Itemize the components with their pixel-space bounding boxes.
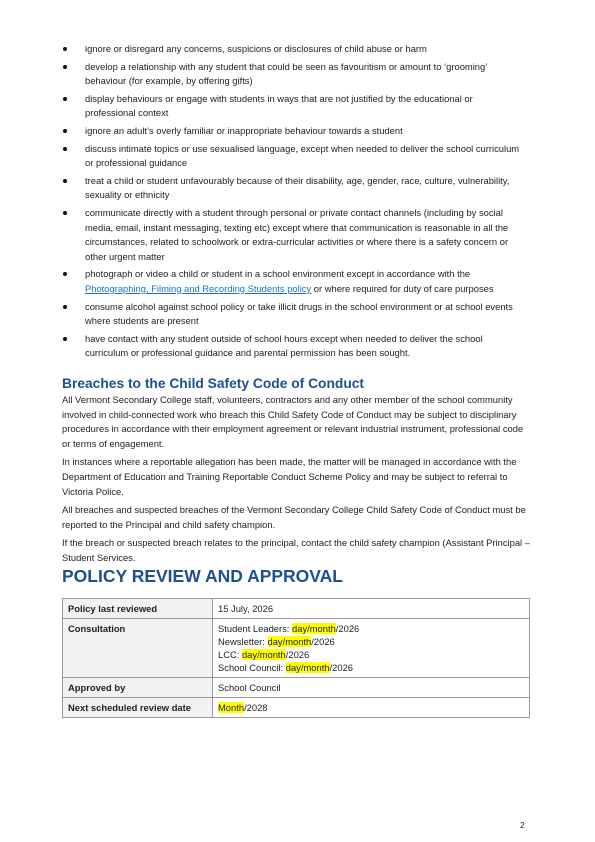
next-review-label: Next scheduled review date xyxy=(63,698,213,718)
bullet-dot xyxy=(63,97,67,101)
breaches-paragraph: All Vermont Secondary College staff, volunteers, contractors and any other member of the school community involved in child-connected work who breach this Child Safety Code of Conduct may be subject to disciplinary procedures in accordance with their employment agreement or relevant industrial instrument, professional code or terms of engagement. xyxy=(62,394,524,449)
table-row xyxy=(63,619,530,678)
bullet-dot xyxy=(63,337,67,341)
last-reviewed-label: Policy last reviewed xyxy=(63,599,213,619)
bullet-dot xyxy=(63,129,67,133)
breaches-body xyxy=(62,393,532,570)
list-item: treat a child or student unfavourably because of their disability, age, gender, race, culture, vulnerability, sexuality or ethnicity xyxy=(62,174,524,203)
consultation-label: Consultation xyxy=(63,619,213,678)
list-item: discuss intimate topics or use sexualised language, except when needed to deliver the school curriculum or professional guidance xyxy=(62,142,524,171)
bullet-dot xyxy=(63,179,67,183)
consultation-value xyxy=(213,619,530,678)
bullet-dot xyxy=(63,305,67,309)
bullet-dot xyxy=(63,65,67,69)
consultation-line: LCC: day/month/2026 xyxy=(218,649,310,660)
consultation-line: School Council: day/month/2026 xyxy=(218,662,353,673)
month-placeholder-highlight: Month xyxy=(218,702,245,713)
table-row xyxy=(63,599,530,619)
last-reviewed-value: 15 July, 2026 xyxy=(213,599,530,619)
consultation-line: Student Leaders: day/month/2026 xyxy=(218,623,360,634)
list-item-photo-policy: photograph or video a child or student in a school environment except in accordance with the Photographing, Filming and Recording Students policy or where required for duty of care purposes xyxy=(62,267,524,296)
list-item: develop a relationship with any student that could be seen as favouritism or amount to ‘grooming’ behaviour (for example, by offering gifts) xyxy=(62,60,524,89)
list-item: ignore an adult’s overly familiar or inappropriate behaviour towards a student xyxy=(62,124,524,139)
approved-by-label: Approved by xyxy=(63,678,213,698)
consultation-line: Newsletter: day/month/2026 xyxy=(218,636,335,647)
date-placeholder-highlight: day/month xyxy=(267,636,312,647)
table-row xyxy=(63,678,530,698)
bullet-dot xyxy=(63,272,67,276)
list-item: ignore or disregard any concerns, suspicions or disclosures of child abuse or harm xyxy=(62,42,524,57)
approved-by-value: School Council xyxy=(213,678,530,698)
date-placeholder-highlight: day/month xyxy=(241,649,286,660)
breaches-paragraph: If the breach or suspected breach relates to the principal, contact the child safety champion (Assistant Principal – Student Services. xyxy=(62,537,530,563)
date-placeholder-highlight: day/month xyxy=(292,623,336,634)
breaches-paragraph: All breaches and suspected breaches of the Vermont Secondary College Child Safety Code of Conduct must be reported to the Principal and child safety champion. xyxy=(62,504,526,530)
list-item: consume alcohol against school policy or take illicit drugs in the school environment or at school events where students are present xyxy=(62,300,524,329)
policy-review-heading: POLICY REVIEW AND APPROVAL xyxy=(62,566,343,586)
page-number: 2 xyxy=(520,820,525,830)
bullet-dot xyxy=(63,47,67,51)
policy-review-table xyxy=(62,598,530,718)
table-row xyxy=(63,698,530,718)
conduct-bullet-list xyxy=(62,42,524,364)
list-item: display behaviours or engage with students in ways that are not justified by the educational or professional context xyxy=(62,92,524,121)
breaches-heading: Breaches to the Child Safety Code of Conduct xyxy=(62,376,365,391)
bullet-dot xyxy=(63,147,67,151)
date-placeholder-highlight: day/month xyxy=(285,662,330,673)
breaches-paragraph: In instances where a reportable allegation has been made, the matter will be managed in accordance with the Department of Education and Training Reportable Conduct Scheme Policy and may be subject to referral to Victoria Police. xyxy=(62,456,517,497)
photography-policy-link[interactable]: Photographing, Filming and Recording Students policy xyxy=(85,282,312,294)
list-item: communicate directly with a student through personal or private contact channels (including by social media, email, instant messaging, texting etc) except where that communication is reasonable in all the circumstances, related to schoolwork or extra-curricular activities or where there is a safety concern or other urgent matter xyxy=(62,206,524,264)
next-review-value: Month/2028 xyxy=(213,698,530,718)
list-item: have contact with any student outside of school hours except when needed to deliver the school curriculum or professional guidance and parental permission has been sought. xyxy=(62,332,524,361)
bullet-dot xyxy=(63,211,67,215)
